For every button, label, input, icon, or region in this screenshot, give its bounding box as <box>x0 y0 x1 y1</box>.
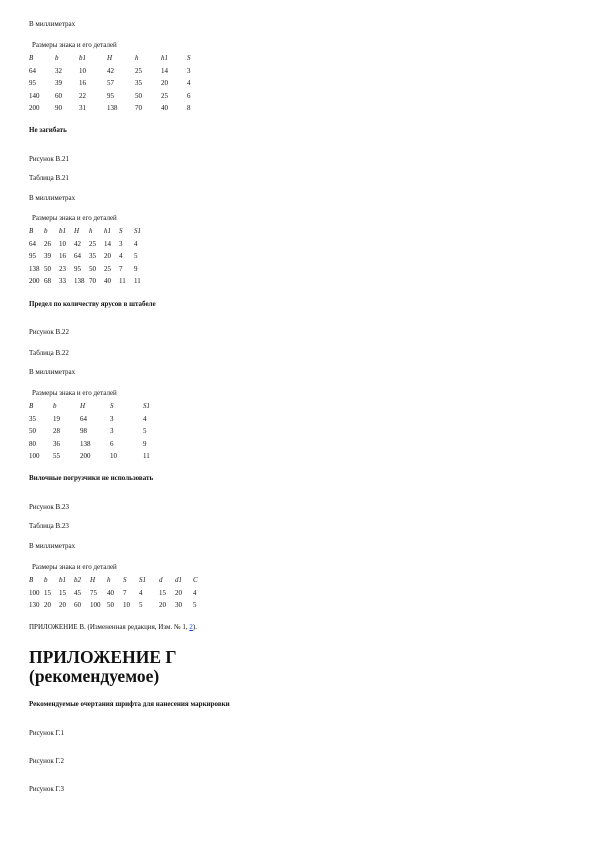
table-cell: 20 <box>59 601 66 610</box>
table-cell: 50 <box>89 264 96 273</box>
header-cell: H <box>74 227 80 235</box>
table-cell: 50 <box>107 601 114 610</box>
table-cell: 42 <box>107 66 114 75</box>
header-cell: S <box>110 402 114 410</box>
table-cell: 7 <box>119 264 123 273</box>
table-cell: 6 <box>110 439 114 448</box>
table-cell: 3 <box>119 239 123 248</box>
appendix-heading <box>29 648 177 686</box>
table-cell: 11 <box>134 277 141 286</box>
table-cell: 60 <box>55 91 62 100</box>
table-cell: 4 <box>187 79 191 88</box>
header-cell: H <box>80 402 86 410</box>
table-row <box>29 250 149 263</box>
table-cell: 28 <box>53 427 60 436</box>
revision-link-2[interactable]: 2 <box>189 623 193 631</box>
header-cell: b <box>55 54 59 62</box>
table-cell: 15 <box>159 588 166 597</box>
table-caption: Размеры знака и его деталей <box>32 41 117 50</box>
table-cell: 36 <box>53 439 60 448</box>
header-cell: S <box>187 54 191 62</box>
table-cell: 31 <box>79 104 86 113</box>
table-cell: 50 <box>29 427 36 436</box>
table-cell: 8 <box>187 104 191 113</box>
table-cell: 22 <box>79 91 86 100</box>
table-caption: Размеры знака и его деталей <box>32 214 117 223</box>
table-header-row <box>29 574 205 587</box>
table-cell: 64 <box>80 414 87 423</box>
table-cell: 40 <box>161 104 168 113</box>
size-table-d <box>29 561 205 612</box>
table-cell: 30 <box>175 601 182 610</box>
unit-note-c: В миллиметрах <box>29 368 76 376</box>
table-cell: 4 <box>119 252 123 261</box>
header-cell: h1 <box>104 227 111 235</box>
table-cell: 23 <box>59 264 66 273</box>
table-cell: 100 <box>29 588 40 597</box>
table-cell: 3 <box>110 427 114 436</box>
figure-label-23: Рисунок В.23 <box>29 503 69 511</box>
table-row <box>29 90 207 103</box>
table-cell: 25 <box>135 66 142 75</box>
table-cell: 98 <box>80 427 87 436</box>
table-cell: 75 <box>90 588 97 597</box>
table-cell: 4 <box>134 239 138 248</box>
table-cell: 4 <box>139 588 143 597</box>
table-cell: 11 <box>119 277 126 286</box>
header-cell: S1 <box>143 402 150 410</box>
table-cell: 95 <box>29 79 36 88</box>
table-cell: 39 <box>44 252 51 261</box>
table-cell: 50 <box>135 91 142 100</box>
table-cell: 26 <box>44 239 51 248</box>
table-cell: 5 <box>134 252 138 261</box>
table-row <box>29 238 149 251</box>
table-cell: 7 <box>123 588 127 597</box>
table-cell: 3 <box>110 414 114 423</box>
table-cell: 95 <box>74 264 81 273</box>
table-header-row <box>29 225 149 238</box>
table-cell: 130 <box>29 601 40 610</box>
figure-label-22: Рисунок В.22 <box>29 328 69 336</box>
header-cell: h <box>107 576 111 584</box>
table-row <box>29 263 149 276</box>
table-row <box>29 450 167 463</box>
table-cell: 60 <box>74 601 81 610</box>
table-cell: 64 <box>74 252 81 261</box>
table-cell: 10 <box>59 239 66 248</box>
table-cell: 68 <box>44 277 51 286</box>
table-cell: 90 <box>55 104 62 113</box>
size-table-a <box>29 39 207 115</box>
header-cell: B <box>29 227 34 235</box>
table-cell: 5 <box>139 601 143 610</box>
table-cell: 4 <box>143 414 147 423</box>
table-cell: 10 <box>79 66 86 75</box>
size-table-c <box>29 387 167 463</box>
table-row <box>29 438 167 451</box>
table-cell: 20 <box>161 79 168 88</box>
table-cell: 25 <box>104 264 111 273</box>
table-cell: 138 <box>80 439 91 448</box>
table-cell: 5 <box>193 601 197 610</box>
table-cell: 200 <box>80 452 91 461</box>
table-cell: 55 <box>53 452 60 461</box>
appendix-title: ПРИЛОЖЕНИЕ Г <box>29 647 177 667</box>
figure-label-g2: Рисунок Г.2 <box>29 757 65 765</box>
header-cell: d <box>159 576 163 584</box>
header-cell: B <box>29 576 34 584</box>
figure-label-g3: Рисунок Г.3 <box>29 785 65 793</box>
table-label-23: Таблица В.23 <box>29 522 69 530</box>
table-cell: 200 <box>29 277 40 286</box>
table-caption: Размеры знака и его деталей <box>32 389 117 398</box>
table-cell: 4 <box>193 588 197 597</box>
table-cell: 32 <box>55 66 62 75</box>
table-cell: 42 <box>74 239 81 248</box>
table-cell: 35 <box>135 79 142 88</box>
unit-note-b: В миллиметрах <box>29 194 76 202</box>
table-cell: 80 <box>29 439 36 448</box>
table-cell: 5 <box>143 427 147 436</box>
table-row <box>29 102 207 115</box>
table-cell: 14 <box>104 239 111 248</box>
size-table-b <box>29 212 149 288</box>
table-cell: 25 <box>89 239 96 248</box>
table-caption: Размеры знака и его деталей <box>32 563 117 572</box>
unit-note-d: В миллиметрах <box>29 542 76 550</box>
table-cell: 9 <box>143 439 147 448</box>
table-row <box>29 65 207 78</box>
table-header-row <box>29 400 167 413</box>
header-cell: b <box>53 402 57 410</box>
revision-note-prefix: ПРИЛОЖЕНИЕ В. (Измененная редакция, Изм. № 1, <box>29 623 190 631</box>
table-cell: 33 <box>59 277 66 286</box>
table-row <box>29 425 167 438</box>
table-cell: 14 <box>161 66 168 75</box>
table-cell: 35 <box>29 414 36 423</box>
table-cell: 64 <box>29 66 36 75</box>
table-cell: 200 <box>29 104 40 113</box>
table-row <box>29 413 167 426</box>
table-cell: 140 <box>29 91 40 100</box>
table-cell: 138 <box>107 104 118 113</box>
table-header-row <box>29 52 207 65</box>
table-cell: 19 <box>53 414 60 423</box>
table-cell: 64 <box>29 239 36 248</box>
table-cell: 9 <box>134 264 138 273</box>
table-cell: 95 <box>29 252 36 261</box>
table-cell: 16 <box>59 252 66 261</box>
table-cell: 6 <box>187 91 191 100</box>
table-cell: 16 <box>79 79 86 88</box>
table-cell: 15 <box>44 588 51 597</box>
figure-label-g1: Рисунок Г.1 <box>29 729 65 737</box>
table-cell: 40 <box>104 277 111 286</box>
table-cell: 95 <box>107 91 114 100</box>
table-row <box>29 275 149 288</box>
revision-note-suffix: ). <box>192 623 197 631</box>
table-cell: 11 <box>143 452 150 461</box>
header-cell: b1 <box>59 576 66 584</box>
appendix-subtitle: (рекомендуемое) <box>29 666 160 686</box>
table-cell: 35 <box>89 252 96 261</box>
table-cell: 100 <box>90 601 101 610</box>
table-cell: 100 <box>29 452 40 461</box>
table-cell: 20 <box>175 588 182 597</box>
table-cell: 57 <box>107 79 114 88</box>
figure-label-21: Рисунок В.21 <box>29 155 69 163</box>
header-cell: h1 <box>161 54 168 62</box>
header-cell: h <box>135 54 139 62</box>
header-cell: S <box>119 227 123 235</box>
font-caption: Рекомендуемые очертания шрифта для нанесения маркировки <box>29 700 230 708</box>
table-cell: 20 <box>104 252 111 261</box>
header-cell: S1 <box>139 576 146 584</box>
table-cell: 138 <box>29 264 40 273</box>
header-cell: b <box>44 576 48 584</box>
header-cell: B <box>29 402 34 410</box>
header-cell: H <box>90 576 96 584</box>
header-cell: d1 <box>175 576 182 584</box>
table-cell: 20 <box>44 601 51 610</box>
header-cell: C <box>193 576 198 584</box>
unit-note-a: В миллиметрах <box>29 20 76 28</box>
appendix-revision-note <box>29 623 197 632</box>
table-row <box>29 599 205 612</box>
header-cell: b2 <box>74 576 81 584</box>
table-row <box>29 587 205 600</box>
table-cell: 50 <box>44 264 51 273</box>
table-cell: 3 <box>187 66 191 75</box>
header-cell: S <box>123 576 127 584</box>
header-cell: H <box>107 54 113 62</box>
header-cell: B <box>29 54 34 62</box>
table-cell: 40 <box>107 588 114 597</box>
table-cell: 138 <box>74 277 85 286</box>
table-row <box>29 77 207 90</box>
header-cell: b1 <box>79 54 86 62</box>
note-a: Не загибать <box>29 126 67 134</box>
table-label-21: Таблица В.21 <box>29 174 69 182</box>
table-label-22: Таблица В.22 <box>29 349 69 357</box>
table-cell: 70 <box>89 277 96 286</box>
table-cell: 45 <box>74 588 81 597</box>
note-c: Вилочные погрузчики не использовать <box>29 474 154 482</box>
note-b: Предел по количеству ярусов в штабеле <box>29 300 156 308</box>
table-cell: 39 <box>55 79 62 88</box>
header-cell: S1 <box>134 227 141 235</box>
table-cell: 70 <box>135 104 142 113</box>
table-cell: 15 <box>59 588 66 597</box>
table-cell: 10 <box>110 452 117 461</box>
table-cell: 20 <box>159 601 166 610</box>
table-cell: 25 <box>161 91 168 100</box>
header-cell: b1 <box>59 227 66 235</box>
header-cell: b <box>44 227 48 235</box>
header-cell: h <box>89 227 93 235</box>
table-cell: 10 <box>123 601 130 610</box>
